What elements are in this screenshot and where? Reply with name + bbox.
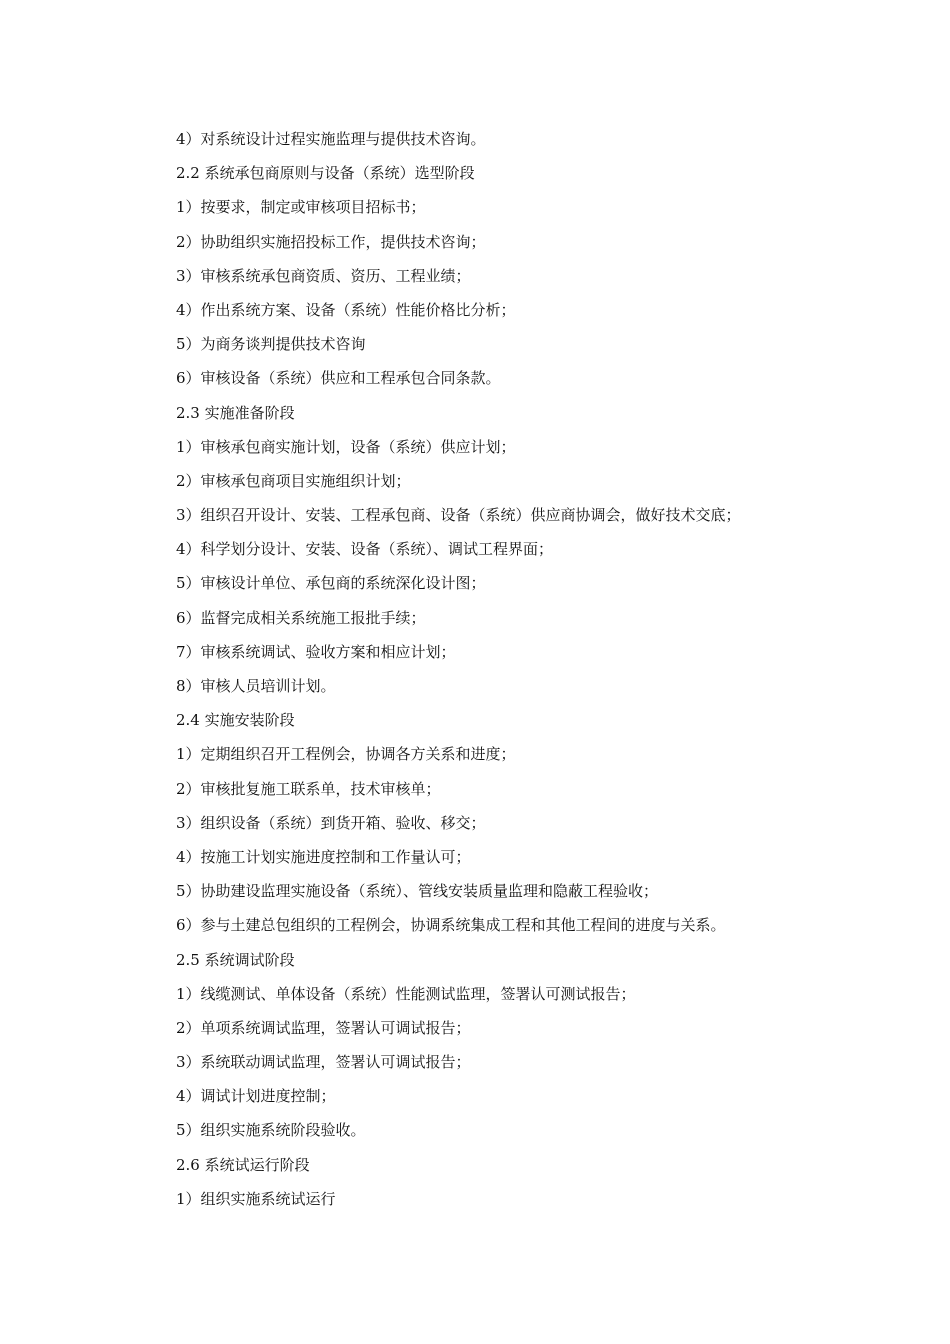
section-heading: 2.3 实施准备阶段 (176, 403, 295, 422)
list-item: 8）审核人员培训计划。 (176, 677, 336, 695)
list-item: 3）系统联动调试监理，签署认可调试报告； (176, 1053, 471, 1072)
list-item: 6）监督完成相关系统施工报批手续； (176, 608, 426, 627)
list-item: 1）按要求，制定或审核项目招标书； (176, 198, 426, 217)
list-item: 4）对系统设计过程实施监理与提供技术咨询。 (176, 130, 486, 148)
list-item: 1）线缆测试、单体设备（系统）性能测试监理，签署认可测试报告； (176, 984, 636, 1003)
list-item: 4）科学划分设计、安装、设备（系统）、调试工程界面； (176, 540, 554, 559)
list-item: 5）审核设计单位、承包商的系统深化设计图； (176, 574, 486, 593)
list-item: 2）审核承包商项目实施组织计划； (176, 471, 411, 490)
list-item: 6）参与土建总包组织的工程例会，协调系统集成工程和其他工程间的进度与关系。 (176, 916, 726, 935)
section-heading: 2.4 实施安装阶段 (176, 711, 295, 730)
list-item: 7）审核系统调试、验收方案和相应计划； (176, 642, 456, 661)
list-item: 6）审核设备（系统）供应和工程承包合同条款。 (176, 369, 501, 388)
list-item: 5）组织实施系统阶段验收。 (176, 1121, 366, 1140)
list-item: 4）按施工计划实施进度控制和工作量认可； (176, 847, 471, 866)
list-item: 1）审核承包商实施计划，设备（系统）供应计划； (176, 437, 516, 456)
list-item: 2）协助组织实施招投标工作，提供技术咨询； (176, 232, 486, 251)
section-heading: 2.5 系统调试阶段 (176, 950, 295, 969)
section-heading: 2.6 系统试运行阶段 (176, 1155, 310, 1174)
section-heading: 2.2 系统承包商原则与设备（系统）选型阶段 (176, 164, 475, 183)
list-item: 3）审核系统承包商资质、资历、工程业绩； (176, 266, 471, 285)
list-item: 5）为商务谈判提供技术咨询 (176, 335, 366, 354)
document-body (176, 122, 876, 1216)
list-item: 3）组织召开设计、安装、工程承包商、设备（系统）供应商协调会，做好技术交底； (176, 506, 741, 525)
list-item: 5）协助建设监理实施设备（系统）、管线安装质量监理和隐蔽工程验收； (176, 882, 659, 901)
list-item: 1）组织实施系统试运行 (176, 1189, 336, 1208)
list-item: 4）调试计划进度控制； (176, 1087, 336, 1106)
list-item: 2）单项系统调试监理，签署认可调试报告； (176, 1018, 471, 1037)
list-item: 1）定期组织召开工程例会，协调各方关系和进度； (176, 745, 516, 764)
list-item: 3）组织设备（系统）到货开箱、验收、移交； (176, 813, 486, 832)
list-item: 4）作出系统方案、设备（系统）性能价格比分析； (176, 300, 516, 319)
list-item: 2）审核批复施工联系单，技术审核单； (176, 779, 441, 798)
